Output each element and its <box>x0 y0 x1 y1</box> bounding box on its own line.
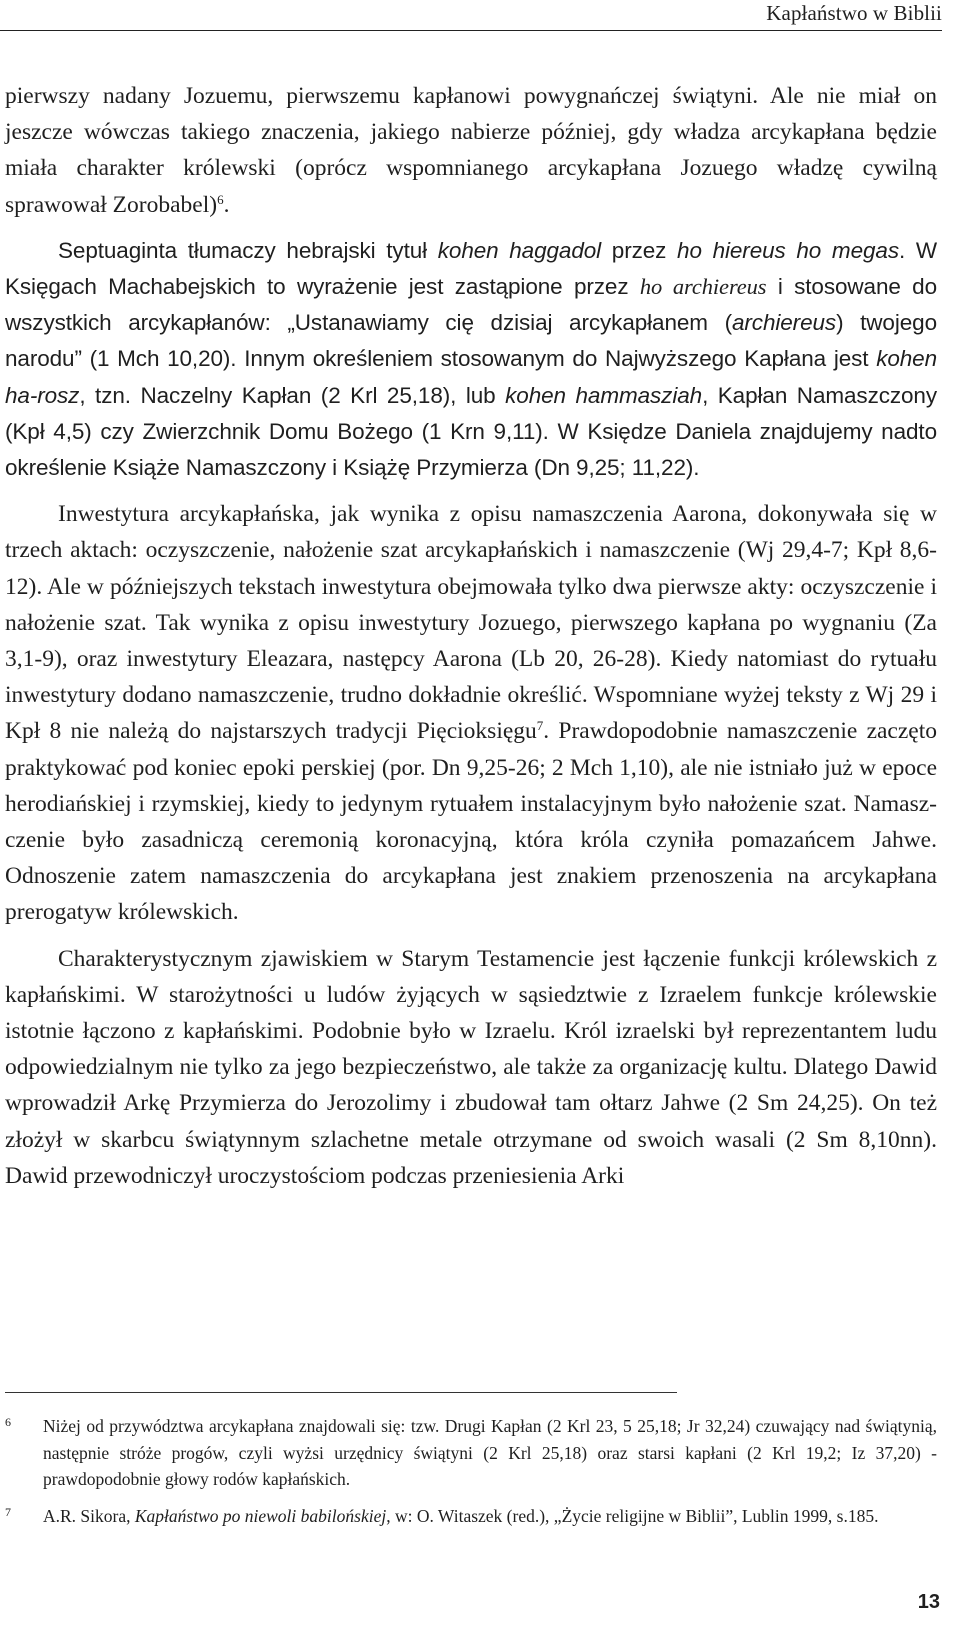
text-run: , tzn. Naczelny Kapłan (2 Krl 25,18), lub <box>79 382 506 408</box>
italic-term: kohen haggadol <box>437 237 602 263</box>
text-run: Niżej od przywództwa arcykapłana znajdowali się: tzw. Drugi Kapłan (2 Krl 23, 5 25,18; Jr 32,24) czuwający nad świątynią, następnie stróże progów, czyli wyżsi urzędnicy świątyni (2 Krl 25,18) oraz starsi kapłani (2 Krl 19,2; Iz 37,20) - prawdopodobnie głowy rodów kapłańskich. <box>43 1416 937 1489</box>
text-run: Charakterystycznym zjawiskiem w Starym Testamencie jest łączenie funkcji królewskich z kapłańskimi. W starożytności u ludów żyjących w sąsiedztwie z Izraelem funkcje królewskie istotnie łączono z kapłańskimi. Podobnie było w Izraelu. Król izraelski był reprezentantem ludu odpowiedzialnym nie tylko za jego bezpieczeństwo, ale także za organizację kultu. Dlatego Dawid wprowadził Arkę Przymierza do Jerozolimy i zbudował tam ołtarz Jahwe (2 Sm 24,25). On też złożył w skarbcu świątynnym szlachetne metale otrzymane od swoich wasali (2 Sm 8,10nn). Dawid przewodniczył uroczystościom podczas przeniesienia Arki <box>5 945 937 1189</box>
main-body-text <box>5 78 937 1194</box>
text-run: przez <box>601 237 678 263</box>
text-run: . Prawdopodobnie namaszczenie zaczęto praktykować pod koniec epoki perskiej (por. Dn 9,25-26; 2 Mch 1,10), ale nie istniało już w epoce herodiańskiej i rzymskiej, kiedy to jedynym rytuałem instalacyjnym było nałożenie szat. Namaszczenie było zasadniczą ceremonią koronacyjną, która króla czyniła pomazańcem Jahwe. Odnoszenie zatem namaszczenia do arcykapłana jest znakiem przenoszenia na arcykapłana prerogatyw królewskich. <box>5 718 937 926</box>
text-run: A.R. Sikora, <box>43 1505 135 1526</box>
footnote <box>5 1503 937 1530</box>
text-run: . W Księgach Machabejskich to wyrażenie jest zastąpione przez <box>5 237 937 300</box>
paragraph <box>5 78 937 223</box>
paragraph <box>5 941 937 1194</box>
footnote-number: 7 <box>5 1504 11 1519</box>
italic-term: ho archiereus <box>639 274 767 300</box>
footnote-ref: 6 <box>217 191 224 207</box>
footnote-ref: 7 <box>536 718 544 734</box>
page-number: 13 <box>917 1591 940 1613</box>
text-run: Inwestytura arcykapłańska, jak wynika z opisu namaszczenia Aarona, dokonywała się w trzech aktach: oczyszczenie, nałożenie szat arcykapłańskich i namaszczenie (Wj 29,4-7; Kpł 8,6-12). Ale w późniejszych tekstach inwestytura obejmowała tylko dwa pierwsze akty: oczyszczenie i nałożenie szat. Tak wynika z opisu inwestytury Jozuego, pierwszego kapłana po wygnaniu (Za 3,1-9), oraz inwestytury Eleazara, następcy Aarona (Lb 20, 26-28). Kiedy natomiast do rytuału inwestytury dodano namaszczenie, trudno dokładnie określić. Wspomniane wyżej teksty z Wj 29 i Kpł 8 nie należą do najstarszych tradycji Pięcioksięgu <box>5 501 937 745</box>
footnotes <box>5 1413 937 1539</box>
running-header-title: Kapłaństwo w Biblii <box>766 1 942 25</box>
text-run: pierwszy nadany Jozuemu, pierwszemu kapłanowi powygnańczej świątyni. Ale nie miał on jeszcze wówczas takiego znaczenia, jakiego nabierze później, gdy władza arcykapłana będzie miała charakter królewski (oprócz wspomnianego arcykapłana Jozuego władzę cywilną sprawował Zorobabel) <box>5 83 937 218</box>
text-run: , w: O. Witaszek (red.), „Życie religijne w Biblii”, Lublin 1999, s.185. <box>386 1505 879 1526</box>
paragraph <box>5 233 937 486</box>
italic-term: kohen ha-rosz <box>5 346 937 408</box>
italic-term: ho hiereus ho megas <box>677 237 899 263</box>
header-rule <box>0 30 942 31</box>
footnote-separator <box>5 1392 677 1393</box>
text-run: ) twojego narodu” (1 Mch 10,20). Innym określeniem stosowanym do Najwyższego Kapłana jest <box>5 310 937 372</box>
text-run: . <box>223 191 230 218</box>
footnote <box>5 1413 937 1493</box>
italic-term: kohen hammasziah <box>505 382 703 408</box>
paragraph <box>5 496 937 930</box>
italic-term: archiereus <box>732 310 837 336</box>
italic-term: Kapłaństwo po niewoli babilońskiej <box>134 1505 387 1526</box>
footnote-number: 6 <box>5 1415 11 1429</box>
text-run: , Kapłan Namaszczony (Kpł 4,5) czy Zwierzchnik Domu Bożego (1 Krn 9,11). W Księdze Daniela znajdujemy nadto określenie Książe Namaszczony i Książę Przymierza (Dn 9,25; 11,22). <box>5 382 937 481</box>
text-run: i stosowane do wszystkich arcykapłanów: „Ustanawiamy cię dzisiaj arcykapłanem ( <box>5 274 937 336</box>
text-run: Septuaginta tłumaczy hebrajski tytuł <box>58 237 438 263</box>
